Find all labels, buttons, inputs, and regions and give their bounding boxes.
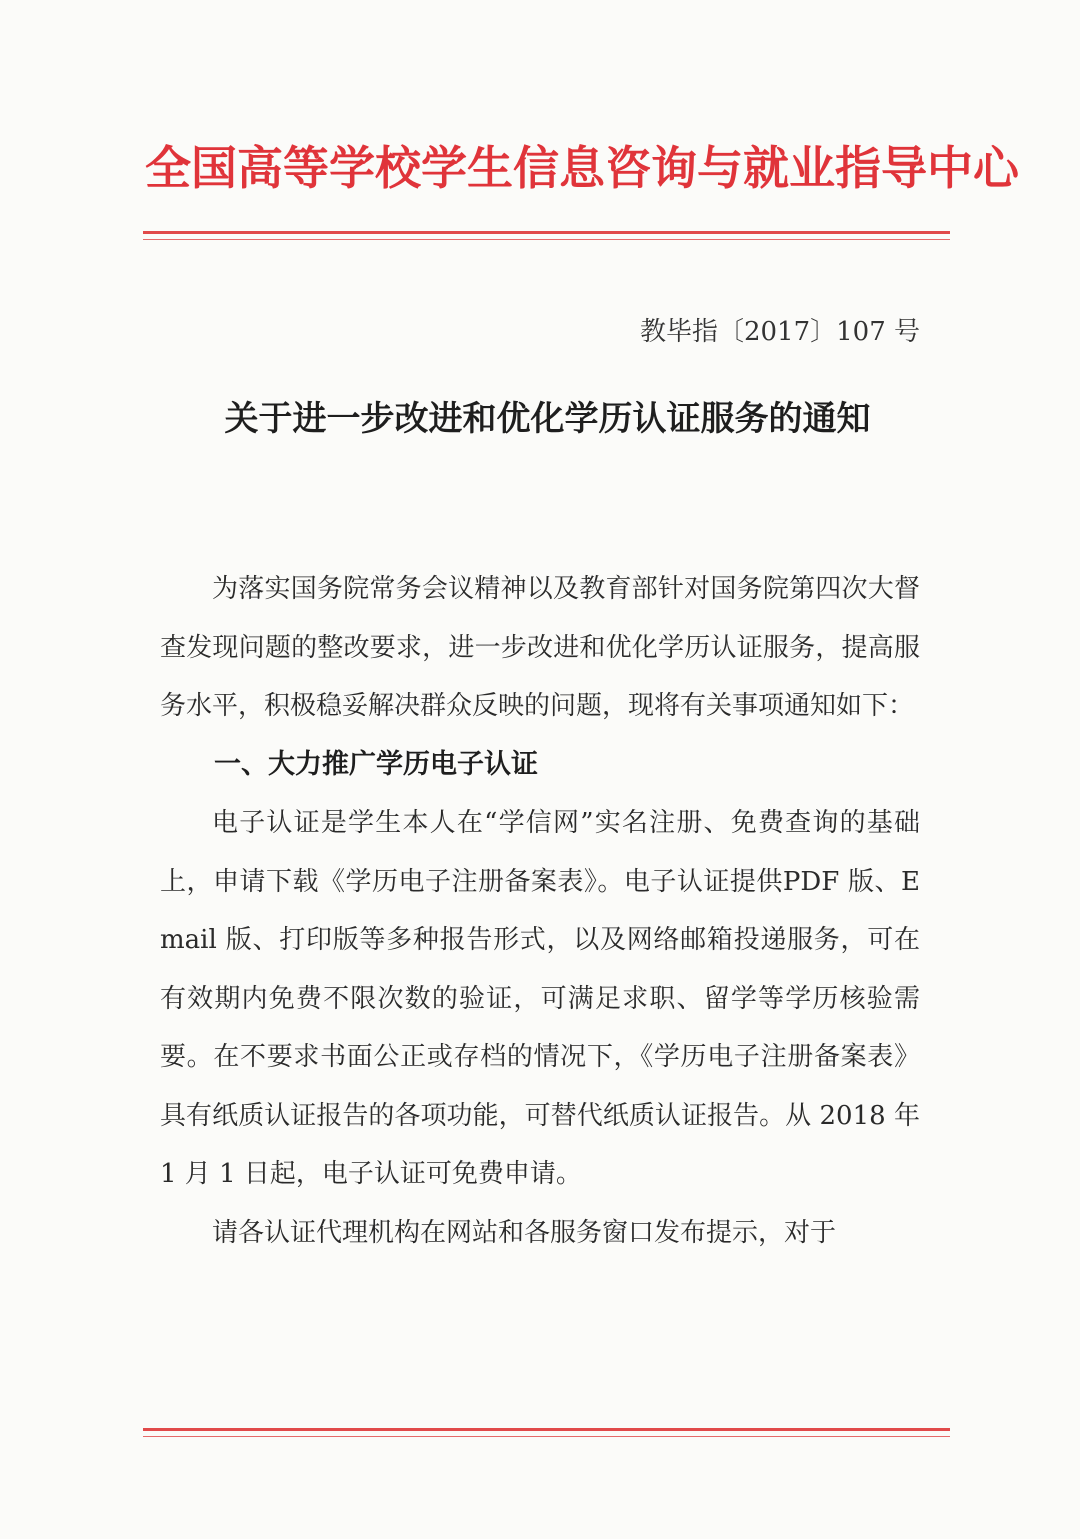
body-paragraph: 电子认证是学生本人在“学信网”实名注册、免费查询的基础上，申请下载《学历电子注册备案表》。电子认证提供PDF 版、Email 版、打印版等多种报告形式，以及网络邮箱投递服务，可在有效期内免费不限次数的验证，可满足求职、留学等学历核验需要。在不要求书面公正或存档的情况下，《学历电子注册备案表》具有纸质认证报告的各项功能，可替代纸质认证报告。从 2018 年 1 月 1 日起，电子认证可免费申请。 (160, 808, 920, 1189)
header-rule-thin (143, 239, 950, 240)
intro-paragraph: 为落实国务院常务会议精神以及教育部针对国务院第四次大督查发现问题的整改要求，进一步改进和优化学历认证服务，提高服务水平，积极稳妥解决群众反映的问题，现将有关事项通知如下： (160, 574, 920, 721)
footer-rule-thin (143, 1436, 950, 1437)
section-heading: 一、大力推广学历电子认证 (214, 748, 538, 780)
footer-rule-thick (143, 1428, 950, 1431)
document-number: 教毕指〔2017〕107 号 (639, 317, 920, 347)
organization-header: 全国高等学校学生信息咨询与就业指导中心 (145, 141, 1019, 195)
document-body (160, 560, 920, 1262)
document-title: 关于进一步改进和优化学历认证服务的通知 (224, 399, 871, 439)
header-rule-thick (143, 231, 950, 234)
body-paragraph: 请各认证代理机构在网站和各服务窗口发布提示，对于 (212, 1217, 837, 1248)
